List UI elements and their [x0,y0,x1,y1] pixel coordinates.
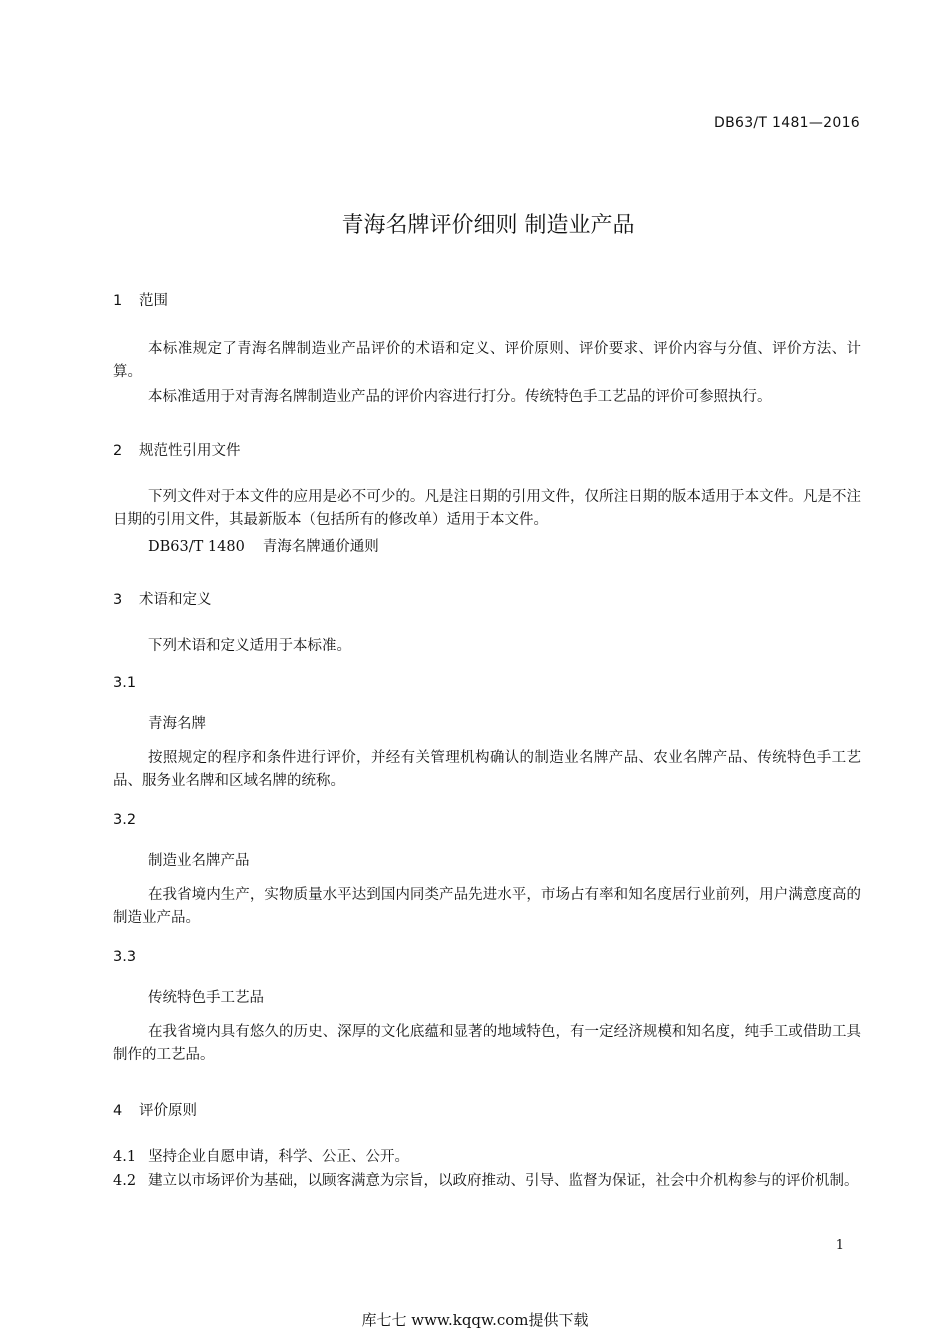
section-3-paragraph-1: 下列术语和定义适用于本标准。 [148,638,351,654]
term-name: 制造业名牌产品 [148,853,250,869]
page-number: 1 [835,1238,844,1253]
reference-code: DB63/T 1480 [148,539,245,555]
reference-title: 青海名牌通价通则 [262,539,379,555]
section-1-paragraph-2: 本标准适用于对青海名牌制造业产品的评价内容进行打分。传统特色手工艺品的评价可参照执行。 [148,389,772,405]
term-name: 青海名牌 [148,716,206,732]
term-number: 3.3 [113,949,137,965]
normative-reference [148,535,379,556]
term-definition: 按照规定的程序和条件进行评价，并经有关管理机构确认的制造业名牌产品、农业名牌产品、传统特色手工艺品、服务业名牌和区域名牌的统称。 [113,750,861,789]
section-3-heading [113,588,212,609]
term-definition: 在我省境内生产，实物质量水平达到国内同类产品先进水平，市场占有率和知名度居行业前列，用户满意度高的制造业产品。 [113,887,861,926]
section-number: 1 [113,293,123,309]
principle-item [113,1170,861,1193]
section-number: 4 [113,1103,123,1119]
item-text: 建立以市场评价为基础，以顾客满意为宗旨，以政府推动、引导、监督为保证，社会中介机构参与的评价机制。 [148,1173,859,1189]
term-number: 3.1 [113,675,137,691]
download-footer: 库七七 www.kqqw.com提供下载 [361,1311,589,1329]
section-2-heading [113,439,241,460]
standard-code: DB63/T 1481—2016 [714,115,860,131]
section-2-paragraph-1: 下列文件对于本文件的应用是必不可少的。凡是注日期的引用文件，仅所注日期的版本适用于本文件。凡是不注日期的引用文件，其最新版本（包括所有的修改单）适用于本文件。 [113,489,861,528]
item-text: 坚持企业自愿申请，科学、公正、公开。 [148,1149,410,1165]
item-number: 4.1 [113,1149,137,1165]
section-number: 3 [113,592,123,608]
section-title: 范围 [139,293,168,309]
term-name: 传统特色手工艺品 [148,990,264,1006]
section-number: 2 [113,443,123,459]
term-number: 3.2 [113,812,137,828]
section-1-heading [113,289,168,310]
term-definition: 在我省境内具有悠久的历史、深厚的文化底蕴和显著的地域特色，有一定经济规模和知名度，纯手工或借助工具制作的工艺品。 [113,1024,861,1063]
principle-item [113,1146,861,1169]
item-number: 4.2 [113,1173,137,1189]
section-title: 术语和定义 [139,592,212,608]
section-title: 规范性引用文件 [139,443,241,459]
document-title: 青海名牌评价细则 制造业产品 [341,213,635,238]
section-title: 评价原则 [139,1103,197,1119]
section-4-heading [113,1099,197,1120]
section-1-paragraph-1: 本标准规定了青海名牌制造业产品评价的术语和定义、评价原则、评价要求、评价内容与分值、评价方法、计算。 [113,341,861,380]
